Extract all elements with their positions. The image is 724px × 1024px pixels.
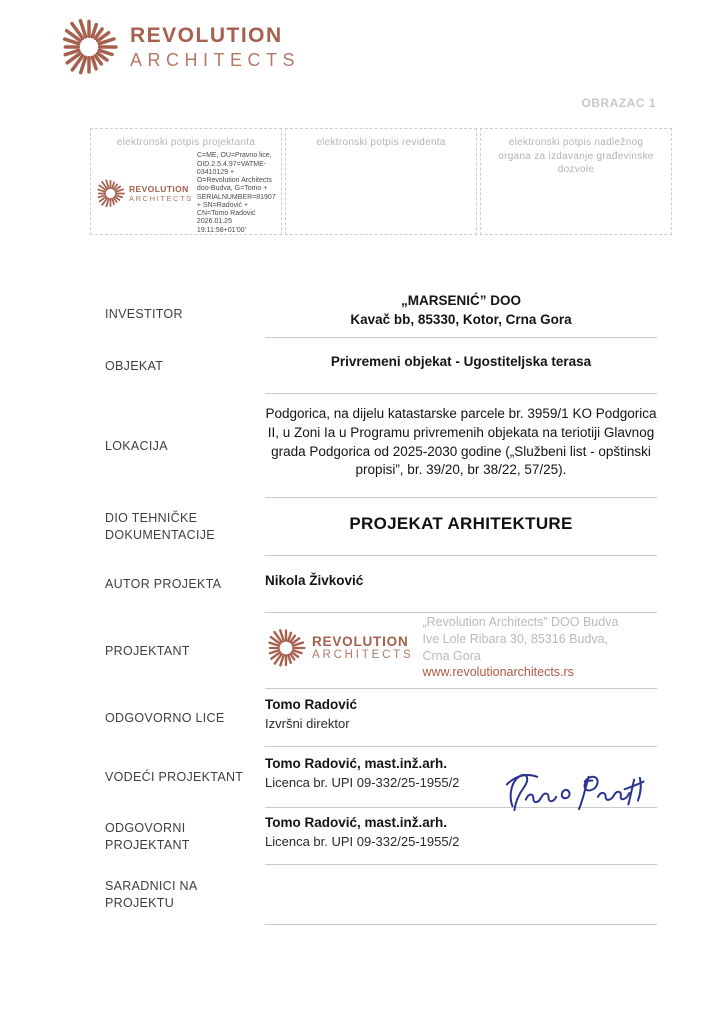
signature-box-title: elektronski potpis nadležnog organa za izdavanje građevinske dozvole	[498, 137, 654, 175]
row-label: ODGOVORNO LICE	[105, 710, 225, 725]
author-name: Nikola Živković	[265, 572, 364, 588]
signature-box-revident	[285, 128, 477, 235]
signature-box-title: elektronski potpis revidenta	[316, 137, 446, 148]
signature-box-title: elektronski potpis projektanta	[116, 137, 256, 148]
firm-address-line2: Crna Gora	[422, 648, 481, 663]
firm-logo-line1: REVOLUTION	[312, 634, 409, 649]
responsible-designer-licence: Licenca br. UPI 09-332/25-1955/2	[265, 834, 460, 850]
certificate-subject: C=ME, OU=Pravno lice, OID.2.5.4.97=VATME-03410129 + O=Revolution Architects doo-Budva, G=Tomo + SERIALNUMBER=81907 + SN=Radović + CN=Tomo Radović	[196, 152, 276, 217]
firm-logo	[265, 627, 413, 669]
row-autor-projekta	[105, 556, 657, 613]
firm-website-link[interactable]: www.revolutionarchitects.rs	[422, 665, 574, 680]
row-investitor	[105, 290, 657, 338]
row-value	[265, 613, 657, 689]
company-logo	[58, 16, 300, 78]
responsible-person-title: Izvršni direktor	[265, 715, 350, 731]
row-value	[265, 808, 657, 865]
firm-company-name: „Revolution Architects” DOO Budva	[422, 614, 619, 629]
row-label: ODGOVORNI PROJEKTANT	[105, 820, 190, 852]
handwritten-signature	[503, 768, 655, 818]
documentation-part-title: PROJEKAT ARHITEKTURE	[349, 513, 573, 533]
company-name-line1: REVOLUTION	[130, 23, 283, 47]
firm-address-line1: Ive Lole Ribara 30, 85316 Budva,	[422, 631, 609, 646]
investor-address: Kavač bb, 85330, Kotor, Crna Gora	[350, 311, 572, 327]
row-odgovorno-lice	[105, 689, 657, 747]
signature-box-projektant	[90, 128, 282, 235]
row-value	[265, 338, 657, 394]
responsible-person-name: Tomo Radović	[265, 696, 358, 712]
signature-boxes-row	[90, 128, 672, 235]
row-value	[265, 394, 657, 498]
certificate-timestamp: 2026.01.25 19:11:58+01'00'	[196, 218, 246, 234]
row-value	[265, 290, 657, 338]
row-value-empty	[265, 865, 657, 925]
stamp-logo-line1: REVOLUTION	[129, 184, 189, 194]
investor-name: „MARSENIĆ” DOO	[400, 292, 521, 308]
sunburst-logo-icon	[265, 627, 307, 669]
signature-box-nadlezni-organ	[480, 128, 672, 235]
stamp-logo-line2: ARCHITECTS	[129, 194, 193, 203]
row-odgovorni-projektant	[105, 808, 657, 865]
company-wordmark	[130, 24, 300, 71]
responsible-designer-name: Tomo Radović, mast.inž.arh.	[265, 815, 448, 831]
project-info-table	[105, 290, 657, 925]
row-value	[265, 498, 657, 556]
row-dio-tehnicke-dokumentacije	[105, 498, 657, 556]
sunburst-logo-icon	[58, 16, 120, 78]
company-name-line2: ARCHITECTS	[130, 49, 301, 70]
lead-designer-name: Tomo Radović, mast.inž.arh.	[265, 756, 448, 772]
row-label: DIO TEHNIČKE DOKUMENTACIJE	[105, 511, 215, 542]
design-firm-block	[265, 614, 657, 682]
firm-details	[422, 614, 618, 682]
row-value	[265, 689, 657, 747]
row-label: VODEĆI PROJEKTANT	[105, 770, 244, 785]
digital-signature-stamp	[95, 152, 278, 234]
lead-designer-licence: Licenca br. UPI 09-332/25-1955/2	[265, 775, 460, 791]
form-number-label: OBRAZAC 1	[581, 96, 656, 110]
row-label: INVESTITOR	[105, 306, 183, 321]
row-label: PROJEKTANT	[105, 643, 190, 658]
row-label: LOKACIJA	[105, 438, 168, 453]
row-value	[265, 556, 657, 613]
object-description: Privremeni objekat - Ugostiteljska terasa	[330, 354, 592, 370]
sunburst-logo-icon	[95, 178, 126, 209]
firm-logo-line2: ARCHITECTS	[312, 649, 414, 661]
row-label: OBJEKAT	[105, 358, 164, 373]
row-label: AUTOR PROJEKTA	[105, 577, 222, 592]
row-projektant	[105, 613, 657, 689]
row-lokacija	[105, 394, 657, 498]
row-objekat	[105, 338, 657, 394]
row-label: SARADNICI NA PROJEKTU	[105, 879, 197, 910]
row-saradnici	[105, 865, 657, 925]
location-description: Podgorica, na dijelu katastarske parcele br. 3959/1 KO Podgorica II, u Zoni Ia u Programu privremenih objekata na teriotiji Glavnog grada Podgorica od 2025-2030 godine („Službeni list - opštinski propisi”, br. 39/20, br 38/22, 57/25).	[265, 405, 657, 478]
stamp-logo	[95, 178, 193, 209]
certificate-text	[197, 152, 278, 235]
